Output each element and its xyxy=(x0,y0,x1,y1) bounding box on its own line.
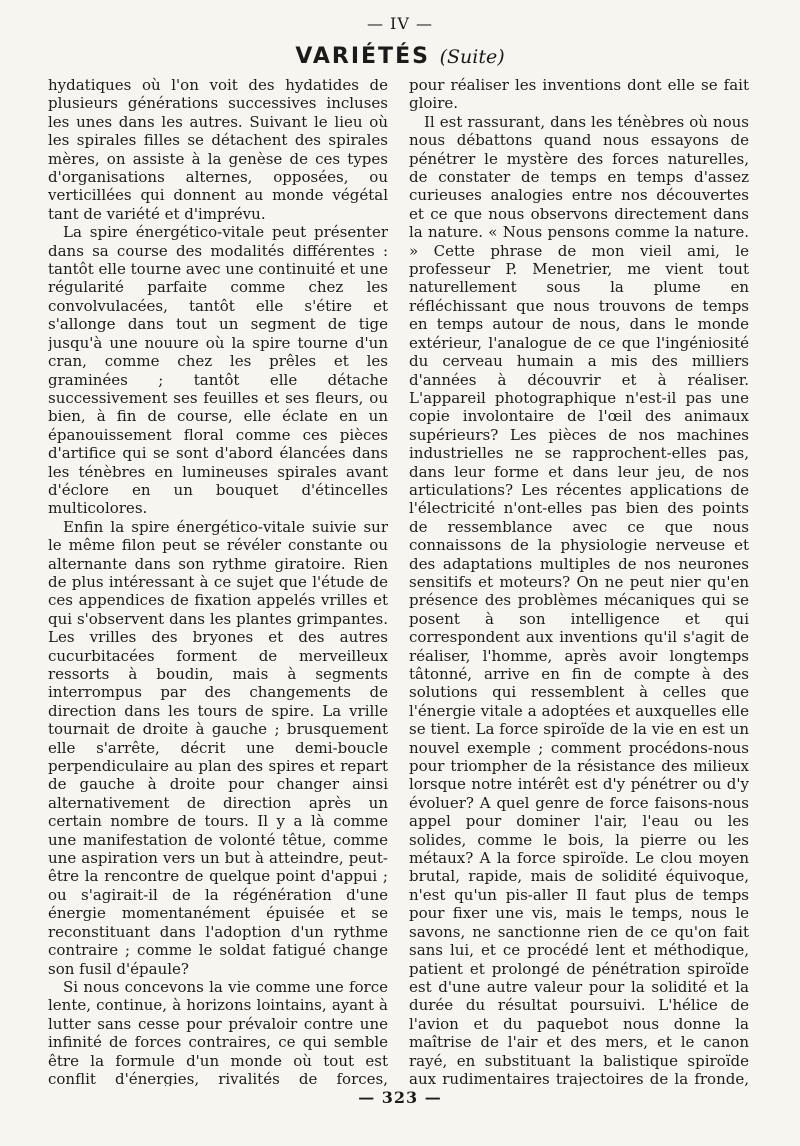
page-number: — 323 — xyxy=(358,1088,442,1107)
paragraph: La spire énergético-vitale peut présenter dans sa course des modalités différentes : tantôt elle tourne avec une continuité et une régularité parfaite comme chez les convolvulacées, tantôt elle s'étire et s'allonge dans tout un segment de tige jusqu'à une nouure où la spire tourne d'un cran, comme chez les prêles et les graminées ; tantôt elle détache successivement ses feuilles et ses fleurs, ou bien, à fin de course, elle éclate en un épanouissement floral comme ces pièces d'artifice qui se sont d'abord élancées dans les ténèbres en lumineuses spirales avant d'éclore en un bouquet d'étincelles multicolores. xyxy=(48,223,388,518)
roman-page-number: — IV — xyxy=(366,14,434,33)
paragraph: Il est rassurant, dans les ténèbres où nous nous débattons quand nous essayons de pénétrer le mystère des forces naturelles, de constater de temps en temps d'assez curieuses analogies entre nos découvertes et ce que nous observons directement dans la nature. « Nous pensons comme la nature. » Cette phrase de mon vieil ami, le professeur P. Menetrier, me vient tout naturellement sous la plume en réfléchissant que nous trouvons de temps en temps autour de nous, dans le monde extérieur, l'analogue de ce que l'ingéniosité du cerveau humain a mis des milliers d'années à découvrir et à réaliser. L'appareil photographique n'est-il pas une copie involontaire de l'œil des animaux supérieurs? Les pièces de nos machines industrielles ne se rapprochent-elles pas, dans leur forme et dans leur jeu, de nos articulations? Les récentes applications de l'électricité n'ont-elles pas bien des points de ressemblance avec ce que nous connaissons de la physiologie nerveuse et des adaptations multiples de nos neurones sensitifs et moteurs? On ne peut nier qu'en présence des problèmes mécaniques qui se posent à son intelligence et qui correspondent aux inventions qu'il s'agit de réaliser, l'homme, après avoir longtemps tâtonné, arrive en fin de compte à des solutions qui ressemblent à celles que l'énergie vitale a adoptées et auxquelles elle se tient. La force spiroïde de la vie en est un nouvel exemple ; comment procédons-nous pour triompher de la résistance des milieux lorsque notre intérêt est d'y pénétrer ou d'y évoluer? A quel genre de force faisons-nous appel pour dominer l'air, l'eau ou les solides, comme le bois, la pierre ou les métaux? A la force spiroïde. Le clou moyen brutal, rapide, mais de solidité équivoque, n'est qu'un pis-aller Il faut plus de temps pour fixer une vis, mais le temps, nous le savons, ne sanctionne rien de ce qu'on fait sans lui, et ce procédé lent et méthodique, patient et prolongé de pénétration spiroïde est d'une autre valeur pour la solidité et la durée du résultat poursuivi. L'hélice de l'avion et du paquebot nous donne la maîtrise de l'air et des mers, et le canon rayé, en substituant la balistique spiroïde aux rudimentaires trajectoires de la fronde, xyxy=(409,112,749,1086)
paragraph: Enfin la spire énergético-vitale suivie sur le même filon peut se révéler constante ou alternante dans son rythme giratoire. Rien de plus intéressant à ce sujet que l'étude de ces appendices de fixation appelés vrilles et qui s'observent dans les plantes grimpantes. Les vrilles des bryones et des autres cucurbitacées forment de merveilleux ressorts à boudin, mais à segments interrompus par des changements de direction dans les tours de spire. La vrille tournait de droite à gauche ; brusquement elle s'arrête, décrit une demi-boucle perpendiculaire au plan des spires et repart de gauche à droite pour changer ainsi alternativement de direction après un certain nombre de tours. Il y a là comme une manifestation de volonté têtue, comme une aspiration vers un but à atteindre, peut-être la rencontre de quelque point d'appui ; ou s'agirait-il de la régénération d'une énergie momentanément épuisée et se reconstituant dans l'adoption d'un rythme contraire ; comme le soldat fatigué change son fusil d'épaule? xyxy=(48,517,388,978)
section-title-suffix: (Suite) xyxy=(439,46,505,68)
left-column xyxy=(48,76,388,1086)
paragraph: hydatiques où l'on voit des hydatides de plusieurs générations successives incluses les unes dans les autres. Suivant le lieu où les spirales filles se détachent des spirales mères, on assiste à la genèse de ces types d'organisations alternes, opposées, ou verticillées qui donnent au monde végétal tant de variété et d'imprévu. xyxy=(48,76,388,223)
right-column xyxy=(409,76,749,1086)
paragraph: pour réaliser les inventions dont elle se fait gloire. xyxy=(409,76,749,113)
section-title: VARIÉTÉS xyxy=(295,44,430,69)
section-heading xyxy=(0,44,800,69)
paragraph: Si nous concevons la vie comme une force lente, continue, à horizons lointains, ayant à lutter sans cesse pour prévaloir contre une infinité de forces contraires, ce qui semble être la formule d'un monde où tout est conflit d'énergies, rivalités de forces, xyxy=(48,977,388,1086)
